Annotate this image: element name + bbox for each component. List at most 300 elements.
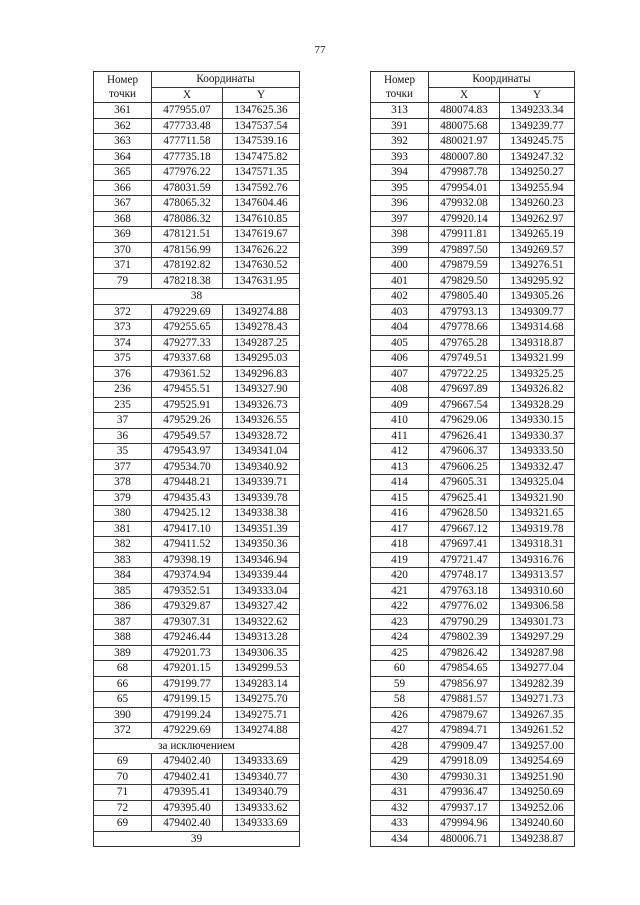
point-number-cell: 373 bbox=[94, 320, 152, 336]
y-coordinate-cell: 1349310.60 bbox=[500, 583, 575, 599]
x-coordinate-cell: 479697.89 bbox=[429, 382, 500, 398]
point-number-cell: 434 bbox=[371, 831, 429, 847]
x-coordinate-cell: 479909.47 bbox=[429, 738, 500, 754]
table-row bbox=[371, 475, 575, 491]
table-row bbox=[371, 785, 575, 801]
table-row bbox=[371, 304, 575, 320]
x-coordinate-cell: 480021.97 bbox=[429, 134, 500, 150]
point-number-cell: 71 bbox=[94, 785, 152, 801]
point-number-cell: 389 bbox=[94, 645, 152, 661]
y-coordinate-cell: 1349321.65 bbox=[500, 506, 575, 522]
x-coordinate-cell: 479277.33 bbox=[152, 335, 223, 351]
x-coordinate-cell: 479448.21 bbox=[152, 475, 223, 491]
table-row bbox=[94, 552, 300, 568]
x-coordinate-cell: 480075.68 bbox=[429, 118, 500, 134]
point-number-cell: 70 bbox=[94, 769, 152, 785]
table-row bbox=[94, 614, 300, 630]
y-coordinate-cell: 1349233.34 bbox=[500, 103, 575, 119]
x-coordinate-cell: 479930.31 bbox=[429, 769, 500, 785]
x-coordinate-cell: 479352.51 bbox=[152, 583, 223, 599]
y-coordinate-cell: 1349261.52 bbox=[500, 723, 575, 739]
x-coordinate-cell: 479856.97 bbox=[429, 676, 500, 692]
x-coordinate-cell: 479255.65 bbox=[152, 320, 223, 336]
y-coordinate-cell: 1349327.90 bbox=[223, 382, 300, 398]
point-number-cell: 430 bbox=[371, 769, 429, 785]
table-row bbox=[94, 785, 300, 801]
point-number-cell: 60 bbox=[371, 661, 429, 677]
x-coordinate-cell: 479402.40 bbox=[152, 754, 223, 770]
x-coordinate-cell: 479626.41 bbox=[429, 428, 500, 444]
point-number-cell: 365 bbox=[94, 165, 152, 181]
y-coordinate-cell: 1349340.79 bbox=[223, 785, 300, 801]
point-number-cell: 406 bbox=[371, 351, 429, 367]
point-number-header bbox=[371, 72, 429, 103]
table-row bbox=[94, 165, 300, 181]
point-number-cell: 370 bbox=[94, 242, 152, 258]
point-number-cell: 409 bbox=[371, 397, 429, 413]
table-row bbox=[94, 816, 300, 832]
y-coordinate-cell: 1349276.51 bbox=[500, 258, 575, 274]
table-row bbox=[94, 382, 300, 398]
point-number-cell: 395 bbox=[371, 180, 429, 196]
y-coordinate-cell: 1349346.94 bbox=[223, 552, 300, 568]
x-coordinate-cell: 480074.83 bbox=[429, 103, 500, 119]
table-row bbox=[94, 196, 300, 212]
point-number-cell: 378 bbox=[94, 475, 152, 491]
section-row bbox=[94, 831, 300, 847]
point-number-cell: 382 bbox=[94, 537, 152, 553]
x-coordinate-cell: 479455.51 bbox=[152, 382, 223, 398]
table-row bbox=[94, 304, 300, 320]
x-coordinate-cell: 479337.68 bbox=[152, 351, 223, 367]
point-number-cell: 66 bbox=[94, 676, 152, 692]
y-coordinate-cell: 1349301.73 bbox=[500, 614, 575, 630]
table-row bbox=[371, 490, 575, 506]
point-number-cell: 68 bbox=[94, 661, 152, 677]
point-number-cell: 393 bbox=[371, 149, 429, 165]
table-row bbox=[94, 568, 300, 584]
section-label-cell: 38 bbox=[94, 289, 300, 305]
y-coordinate-cell: 1349333.69 bbox=[223, 816, 300, 832]
point-number-cell: 392 bbox=[371, 134, 429, 150]
x-coordinate-cell: 479911.81 bbox=[429, 227, 500, 243]
y-coordinate-cell: 1349316.76 bbox=[500, 552, 575, 568]
y-coordinate-cell: 1349318.31 bbox=[500, 537, 575, 553]
table-row bbox=[371, 583, 575, 599]
y-coordinate-cell: 1347539.16 bbox=[223, 134, 300, 150]
table-row bbox=[94, 769, 300, 785]
point-number-cell: 69 bbox=[94, 816, 152, 832]
table-row bbox=[371, 258, 575, 274]
x-coordinate-cell: 479826.42 bbox=[429, 645, 500, 661]
point-number-cell: 397 bbox=[371, 211, 429, 227]
point-number-cell: 419 bbox=[371, 552, 429, 568]
table-row bbox=[94, 537, 300, 553]
table-row bbox=[94, 242, 300, 258]
point-number-cell: 413 bbox=[371, 459, 429, 475]
x-coordinate-cell: 479936.47 bbox=[429, 785, 500, 801]
point-number-cell: 376 bbox=[94, 366, 152, 382]
y-coordinate-cell: 1347631.95 bbox=[223, 273, 300, 289]
x-coordinate-cell: 479395.41 bbox=[152, 785, 223, 801]
coordinates-header: Координаты bbox=[152, 72, 300, 88]
table-row bbox=[94, 723, 300, 739]
x-coordinate-cell: 478121.51 bbox=[152, 227, 223, 243]
table-row bbox=[94, 180, 300, 196]
y-coordinate-cell: 1349325.25 bbox=[500, 366, 575, 382]
x-coordinate-cell: 479667.54 bbox=[429, 397, 500, 413]
x-coordinate-cell: 479749.51 bbox=[429, 351, 500, 367]
y-coordinate-cell: 1347630.52 bbox=[223, 258, 300, 274]
table-row bbox=[371, 103, 575, 119]
point-number-header bbox=[94, 72, 152, 103]
y-coordinate-cell: 1349299.53 bbox=[223, 661, 300, 677]
point-number-cell: 374 bbox=[94, 335, 152, 351]
x-coordinate-cell: 479778.66 bbox=[429, 320, 500, 336]
y-coordinate-cell: 1347475.82 bbox=[223, 149, 300, 165]
y-header: Y bbox=[223, 87, 300, 103]
x-coordinate-cell: 479954.01 bbox=[429, 180, 500, 196]
table-row bbox=[371, 537, 575, 553]
y-coordinate-cell: 1349318.87 bbox=[500, 335, 575, 351]
table-row bbox=[371, 118, 575, 134]
point-number-cell: 368 bbox=[94, 211, 152, 227]
y-coordinate-cell: 1349275.71 bbox=[223, 707, 300, 723]
y-coordinate-cell: 1349257.00 bbox=[500, 738, 575, 754]
x-coordinate-cell: 479994.96 bbox=[429, 816, 500, 832]
point-number-cell: 387 bbox=[94, 614, 152, 630]
y-coordinate-cell: 1349333.04 bbox=[223, 583, 300, 599]
table-row bbox=[371, 366, 575, 382]
point-number-cell: 371 bbox=[94, 258, 152, 274]
table-row bbox=[371, 769, 575, 785]
y-coordinate-cell: 1349306.58 bbox=[500, 599, 575, 615]
point-number-cell: 427 bbox=[371, 723, 429, 739]
x-coordinate-cell: 479894.71 bbox=[429, 723, 500, 739]
point-number-cell: 313 bbox=[371, 103, 429, 119]
point-number-cell: 37 bbox=[94, 413, 152, 429]
table-row bbox=[94, 366, 300, 382]
x-coordinate-cell: 479625.41 bbox=[429, 490, 500, 506]
point-number-cell: 79 bbox=[94, 273, 152, 289]
y-coordinate-cell: 1349339.44 bbox=[223, 568, 300, 584]
y-coordinate-cell: 1349245.75 bbox=[500, 134, 575, 150]
point-number-cell: 422 bbox=[371, 599, 429, 615]
table-row bbox=[371, 676, 575, 692]
point-number-cell: 369 bbox=[94, 227, 152, 243]
y-coordinate-cell: 1349314.68 bbox=[500, 320, 575, 336]
x-coordinate-cell: 479425.12 bbox=[152, 506, 223, 522]
point-number-cell: 410 bbox=[371, 413, 429, 429]
x-coordinate-cell: 478031.59 bbox=[152, 180, 223, 196]
table-row bbox=[371, 413, 575, 429]
point-number-cell: 383 bbox=[94, 552, 152, 568]
x-coordinate-cell: 477733.48 bbox=[152, 118, 223, 134]
table-row bbox=[371, 196, 575, 212]
table-row bbox=[371, 738, 575, 754]
y-coordinate-cell: 1347626.22 bbox=[223, 242, 300, 258]
table-row bbox=[371, 661, 575, 677]
point-number-cell: 236 bbox=[94, 382, 152, 398]
x-coordinate-cell: 479199.24 bbox=[152, 707, 223, 723]
x-coordinate-cell: 479361.52 bbox=[152, 366, 223, 382]
y-coordinate-cell: 1349322.62 bbox=[223, 614, 300, 630]
table-row bbox=[94, 227, 300, 243]
point-number-header-label: Номер точки bbox=[383, 74, 416, 100]
x-coordinate-cell: 479374.94 bbox=[152, 568, 223, 584]
y-coordinate-cell: 1349326.55 bbox=[223, 413, 300, 429]
point-number-cell: 401 bbox=[371, 273, 429, 289]
y-coordinate-cell: 1349326.82 bbox=[500, 382, 575, 398]
point-number-cell: 381 bbox=[94, 521, 152, 537]
y-coordinate-cell: 1347625.36 bbox=[223, 103, 300, 119]
x-coordinate-cell: 479307.31 bbox=[152, 614, 223, 630]
x-coordinate-cell: 479805.40 bbox=[429, 289, 500, 305]
table-row bbox=[94, 661, 300, 677]
point-number-cell: 414 bbox=[371, 475, 429, 491]
y-coordinate-cell: 1349277.04 bbox=[500, 661, 575, 677]
table-row bbox=[94, 676, 300, 692]
point-number-cell: 405 bbox=[371, 335, 429, 351]
point-number-cell: 423 bbox=[371, 614, 429, 630]
table-row bbox=[371, 754, 575, 770]
table-row bbox=[371, 645, 575, 661]
point-number-cell: 433 bbox=[371, 816, 429, 832]
y-coordinate-cell: 1349338.38 bbox=[223, 506, 300, 522]
y-coordinate-cell: 1349351.39 bbox=[223, 521, 300, 537]
x-coordinate-cell: 479932.08 bbox=[429, 196, 500, 212]
y-coordinate-cell: 1349274.88 bbox=[223, 723, 300, 739]
x-coordinate-cell: 479549.57 bbox=[152, 428, 223, 444]
y-coordinate-cell: 1349305.26 bbox=[500, 289, 575, 305]
x-coordinate-cell: 479534.70 bbox=[152, 459, 223, 475]
y-coordinate-cell: 1349251.90 bbox=[500, 769, 575, 785]
y-coordinate-cell: 1349260.23 bbox=[500, 196, 575, 212]
x-coordinate-cell: 478086.32 bbox=[152, 211, 223, 227]
table-row bbox=[371, 552, 575, 568]
table-row bbox=[371, 831, 575, 847]
table-row bbox=[371, 568, 575, 584]
table-row bbox=[371, 227, 575, 243]
x-coordinate-cell: 479722.25 bbox=[429, 366, 500, 382]
point-number-cell: 432 bbox=[371, 800, 429, 816]
x-coordinate-cell: 479802.39 bbox=[429, 630, 500, 646]
table-row bbox=[94, 583, 300, 599]
table-row bbox=[94, 397, 300, 413]
y-coordinate-cell: 1349271.73 bbox=[500, 692, 575, 708]
y-coordinate-cell: 1347537.54 bbox=[223, 118, 300, 134]
x-coordinate-cell: 479937.17 bbox=[429, 800, 500, 816]
point-number-cell: 379 bbox=[94, 490, 152, 506]
x-coordinate-cell: 479606.37 bbox=[429, 444, 500, 460]
table-row bbox=[371, 614, 575, 630]
y-coordinate-cell: 1349283.14 bbox=[223, 676, 300, 692]
y-coordinate-cell: 1349313.28 bbox=[223, 630, 300, 646]
point-number-cell: 396 bbox=[371, 196, 429, 212]
y-coordinate-cell: 1349327.42 bbox=[223, 599, 300, 615]
x-coordinate-cell: 479543.97 bbox=[152, 444, 223, 460]
point-number-cell: 388 bbox=[94, 630, 152, 646]
table-row bbox=[371, 816, 575, 832]
point-number-cell: 390 bbox=[94, 707, 152, 723]
point-number-cell: 372 bbox=[94, 723, 152, 739]
y-coordinate-cell: 1349326.73 bbox=[223, 397, 300, 413]
y-coordinate-cell: 1349275.70 bbox=[223, 692, 300, 708]
y-coordinate-cell: 1349269.57 bbox=[500, 242, 575, 258]
y-coordinate-cell: 1349313.57 bbox=[500, 568, 575, 584]
x-coordinate-cell: 479411.52 bbox=[152, 537, 223, 553]
y-coordinate-cell: 1349297.29 bbox=[500, 630, 575, 646]
x-coordinate-cell: 479605.31 bbox=[429, 475, 500, 491]
y-coordinate-cell: 1349321.90 bbox=[500, 490, 575, 506]
table-row bbox=[371, 459, 575, 475]
point-number-cell: 384 bbox=[94, 568, 152, 584]
y-coordinate-cell: 1349254.69 bbox=[500, 754, 575, 770]
table-row bbox=[94, 335, 300, 351]
x-coordinate-cell: 477711.58 bbox=[152, 134, 223, 150]
y-coordinate-cell: 1349287.25 bbox=[223, 335, 300, 351]
point-number-cell: 372 bbox=[94, 304, 152, 320]
table-row bbox=[94, 103, 300, 119]
y-coordinate-cell: 1349255.94 bbox=[500, 180, 575, 196]
x-coordinate-cell: 479201.73 bbox=[152, 645, 223, 661]
x-coordinate-cell: 477735.18 bbox=[152, 149, 223, 165]
point-number-cell: 428 bbox=[371, 738, 429, 754]
point-number-cell: 429 bbox=[371, 754, 429, 770]
y-coordinate-cell: 1349265.19 bbox=[500, 227, 575, 243]
x-coordinate-cell: 479793.13 bbox=[429, 304, 500, 320]
table-row bbox=[94, 707, 300, 723]
point-number-cell: 65 bbox=[94, 692, 152, 708]
point-number-cell: 417 bbox=[371, 521, 429, 537]
point-number-cell: 386 bbox=[94, 599, 152, 615]
table-row bbox=[94, 211, 300, 227]
section-row bbox=[94, 289, 300, 305]
section-row bbox=[94, 738, 300, 754]
section-label-cell: 39 bbox=[94, 831, 300, 847]
y-coordinate-cell: 1349330.15 bbox=[500, 413, 575, 429]
table-row bbox=[371, 165, 575, 181]
x-coordinate-cell: 478065.32 bbox=[152, 196, 223, 212]
table-row bbox=[94, 459, 300, 475]
y-coordinate-cell: 1349296.83 bbox=[223, 366, 300, 382]
table-row bbox=[371, 397, 575, 413]
table-row bbox=[94, 428, 300, 444]
point-number-cell: 72 bbox=[94, 800, 152, 816]
x-coordinate-cell: 479763.18 bbox=[429, 583, 500, 599]
point-number-cell: 366 bbox=[94, 180, 152, 196]
point-number-cell: 377 bbox=[94, 459, 152, 475]
table-row bbox=[94, 645, 300, 661]
table-row bbox=[371, 211, 575, 227]
x-coordinate-cell: 477976.22 bbox=[152, 165, 223, 181]
table-row bbox=[94, 599, 300, 615]
x-coordinate-cell: 478192.82 bbox=[152, 258, 223, 274]
y-coordinate-cell: 1349321.99 bbox=[500, 351, 575, 367]
y-coordinate-cell: 1347610.85 bbox=[223, 211, 300, 227]
point-number-cell: 420 bbox=[371, 568, 429, 584]
x-coordinate-cell: 480006.71 bbox=[429, 831, 500, 847]
y-coordinate-cell: 1349333.69 bbox=[223, 754, 300, 770]
y-coordinate-cell: 1349250.27 bbox=[500, 165, 575, 181]
coordinates-header: Координаты bbox=[429, 72, 575, 88]
coordinates-table-left bbox=[93, 71, 300, 847]
table-row bbox=[371, 630, 575, 646]
y-coordinate-cell: 1349238.87 bbox=[500, 831, 575, 847]
x-coordinate-cell: 479525.91 bbox=[152, 397, 223, 413]
table-row bbox=[94, 118, 300, 134]
point-number-cell: 375 bbox=[94, 351, 152, 367]
table-row bbox=[371, 149, 575, 165]
table-row bbox=[94, 320, 300, 336]
point-number-cell: 421 bbox=[371, 583, 429, 599]
point-number-cell: 424 bbox=[371, 630, 429, 646]
point-number-cell: 402 bbox=[371, 289, 429, 305]
y-coordinate-cell: 1349328.72 bbox=[223, 428, 300, 444]
table-row bbox=[371, 180, 575, 196]
point-number-cell: 58 bbox=[371, 692, 429, 708]
y-coordinate-cell: 1349295.92 bbox=[500, 273, 575, 289]
x-coordinate-cell: 479199.77 bbox=[152, 676, 223, 692]
y-coordinate-cell: 1349282.39 bbox=[500, 676, 575, 692]
x-coordinate-cell: 479329.87 bbox=[152, 599, 223, 615]
x-coordinate-cell: 479879.59 bbox=[429, 258, 500, 274]
table-row bbox=[94, 149, 300, 165]
y-coordinate-cell: 1349340.92 bbox=[223, 459, 300, 475]
page-number: 77 bbox=[314, 44, 326, 56]
x-coordinate-cell: 479920.14 bbox=[429, 211, 500, 227]
y-coordinate-cell: 1349333.50 bbox=[500, 444, 575, 460]
x-coordinate-cell: 479629.06 bbox=[429, 413, 500, 429]
table-row bbox=[371, 428, 575, 444]
x-coordinate-cell: 479229.69 bbox=[152, 304, 223, 320]
x-coordinate-cell: 479765.28 bbox=[429, 335, 500, 351]
point-number-cell: 403 bbox=[371, 304, 429, 320]
x-coordinate-cell: 478156.99 bbox=[152, 242, 223, 258]
point-number-cell: 407 bbox=[371, 366, 429, 382]
table-row bbox=[94, 351, 300, 367]
x-coordinate-cell: 479435.43 bbox=[152, 490, 223, 506]
point-number-cell: 431 bbox=[371, 785, 429, 801]
table-row bbox=[371, 320, 575, 336]
table-row bbox=[371, 599, 575, 615]
table-row bbox=[94, 521, 300, 537]
table-row bbox=[94, 692, 300, 708]
point-number-cell: 380 bbox=[94, 506, 152, 522]
point-number-cell: 394 bbox=[371, 165, 429, 181]
y-coordinate-cell: 1349341.04 bbox=[223, 444, 300, 460]
x-header: X bbox=[152, 87, 223, 103]
y-coordinate-cell: 1349287.98 bbox=[500, 645, 575, 661]
y-coordinate-cell: 1349239.77 bbox=[500, 118, 575, 134]
y-coordinate-cell: 1349339.71 bbox=[223, 475, 300, 491]
table-row bbox=[371, 289, 575, 305]
y-coordinate-cell: 1349332.47 bbox=[500, 459, 575, 475]
x-coordinate-cell: 479748.17 bbox=[429, 568, 500, 584]
table-row bbox=[371, 521, 575, 537]
y-coordinate-cell: 1349267.35 bbox=[500, 707, 575, 723]
table-row bbox=[371, 273, 575, 289]
point-number-cell: 412 bbox=[371, 444, 429, 460]
point-number-cell: 36 bbox=[94, 428, 152, 444]
x-coordinate-cell: 479854.65 bbox=[429, 661, 500, 677]
x-coordinate-cell: 479918.09 bbox=[429, 754, 500, 770]
point-number-cell: 404 bbox=[371, 320, 429, 336]
x-coordinate-cell: 479402.41 bbox=[152, 769, 223, 785]
x-coordinate-cell: 479987.78 bbox=[429, 165, 500, 181]
y-header: Y bbox=[500, 87, 575, 103]
point-number-cell: 59 bbox=[371, 676, 429, 692]
